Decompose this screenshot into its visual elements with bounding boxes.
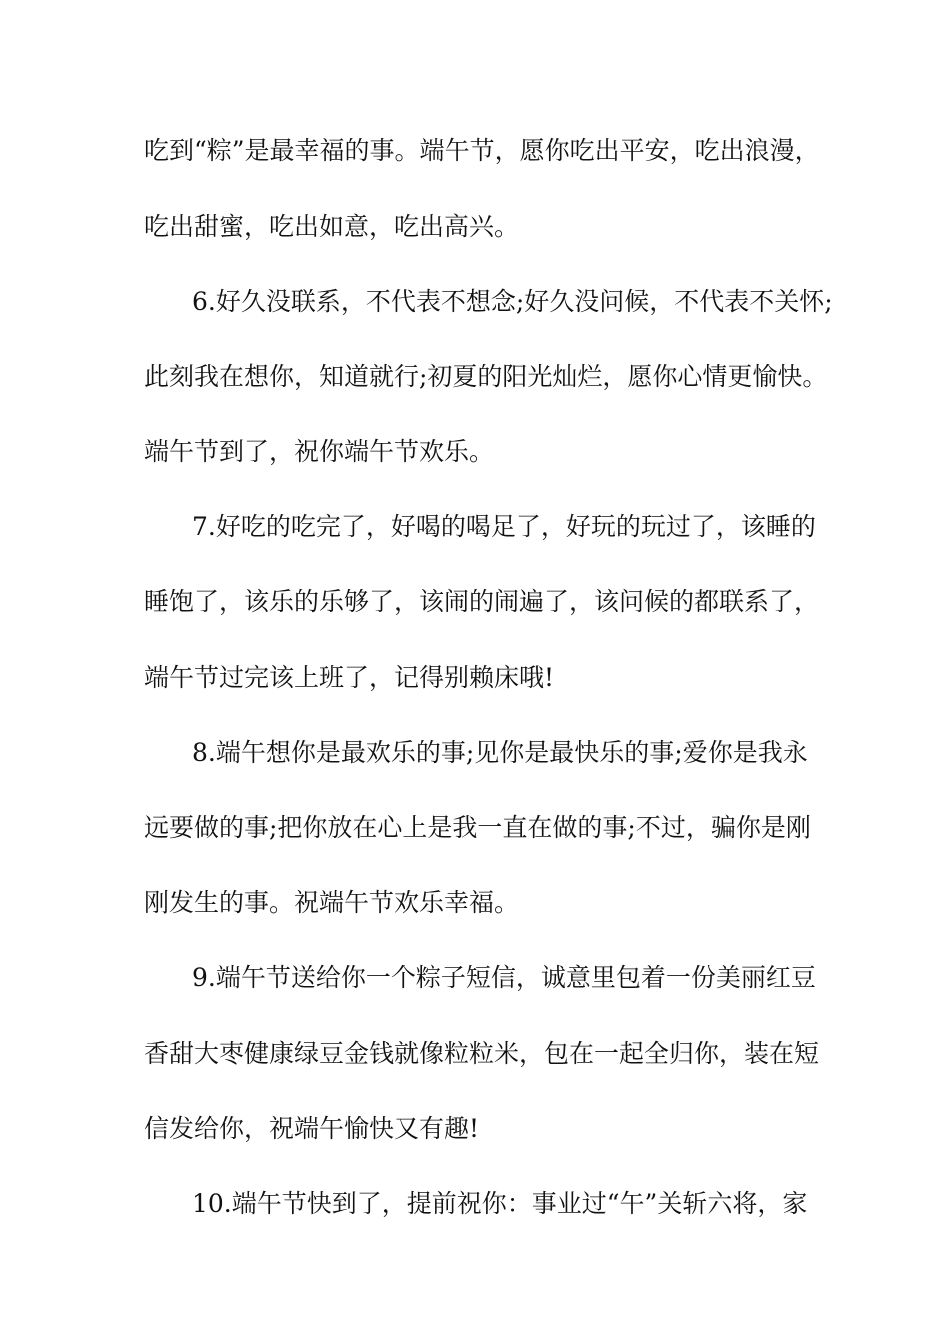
text-line: 香甜大枣健康绿豆金钱就像粒粒米，包在一起全归你，装在短: [144, 1039, 820, 1068]
text-line: 6.好久没联系，不代表不想念;好久没问候，不代表不关怀;: [192, 287, 833, 316]
text-line: 吃到“粽”是最幸福的事。端午节，愿你吃出平安，吃出浪漫，: [144, 136, 820, 165]
text-line: 端午节到了，祝你端午节欢乐。: [144, 437, 495, 466]
text-line: 此刻我在想你，知道就行;初夏的阳光灿烂，愿你心情更愉快。: [144, 362, 828, 391]
text-line: 刚发生的事。祝端午节欢乐幸福。: [144, 888, 520, 917]
text-line: 睡饱了，该乐的乐够了，该闹的闹遍了，该问候的都联系了，: [144, 587, 820, 616]
text-line: 端午节过完该上班了，记得别赖床哦!: [144, 663, 555, 692]
text-line: 远要做的事;把你放在心上是我一直在做的事;不过，骗你是刚: [144, 813, 811, 842]
text-line: 8.端午想你是最欢乐的事;见你是最快乐的事;爱你是我永: [192, 738, 808, 767]
text-line: 10.端午节快到了，提前祝你：事业过“午”关斩六将，家: [192, 1189, 808, 1218]
text-line: 9.端午节送给你一个粽子短信，诚意里包着一份美丽红豆: [192, 963, 816, 992]
text-line: 信发给你，祝端午愉快又有趣!: [144, 1114, 480, 1143]
text-line: 7.好吃的吃完了，好喝的喝足了，好玩的玩过了，该睡的: [192, 512, 816, 541]
text-line: 吃出甜蜜，吃出如意，吃出高兴。: [144, 212, 520, 241]
